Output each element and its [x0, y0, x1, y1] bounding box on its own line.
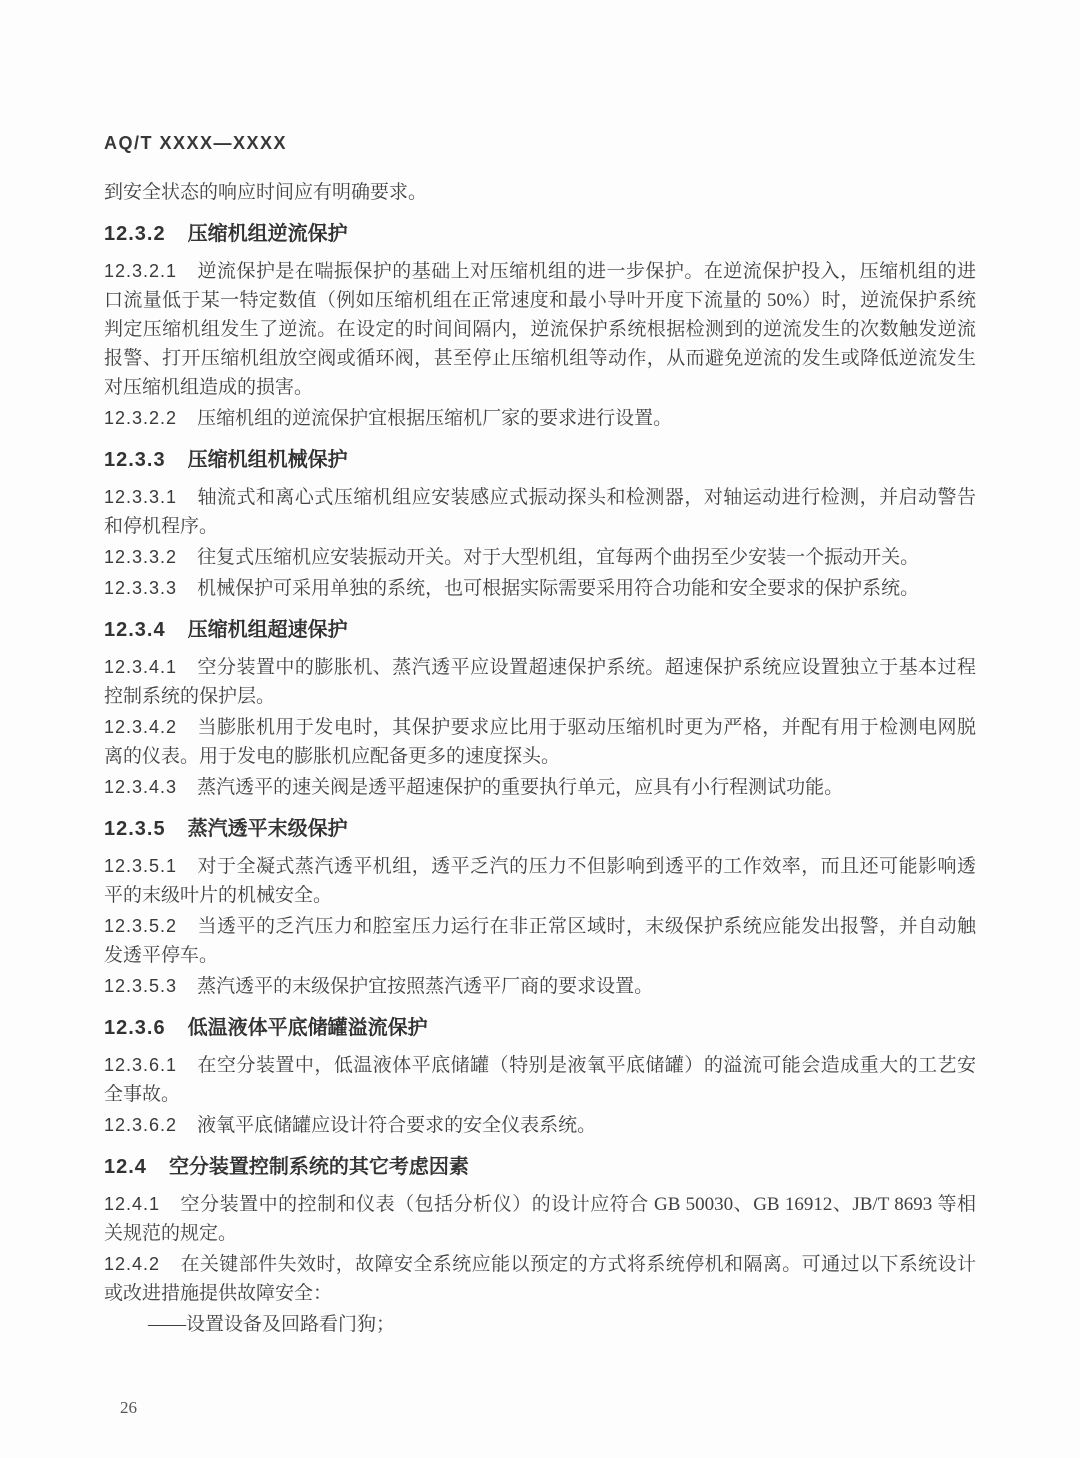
- clause-number: 12.3.2.2: [104, 408, 178, 428]
- clause-number: 12.4.1: [104, 1194, 161, 1214]
- clause-number: 12.3.4.2: [104, 717, 178, 737]
- clause-12.3.5.1: [104, 852, 976, 910]
- page-number: 26: [120, 1398, 137, 1417]
- clause-12.3.4.3: [104, 773, 976, 802]
- section-heading-12.3.6: [104, 1013, 976, 1043]
- clause-number: 12.3.5.3: [104, 976, 178, 996]
- clause-12.3.5.3: [104, 972, 976, 1001]
- section-heading-12.3.4: [104, 615, 976, 645]
- clause-12.3.4.2: [104, 713, 976, 771]
- clause-number: 12.3.5.1: [104, 856, 178, 876]
- clause-12.3.6.2: [104, 1111, 976, 1140]
- section-heading-12.3.5: [104, 814, 976, 844]
- clause-12.3.3.1: [104, 483, 976, 541]
- clause-12.4.1: [104, 1190, 976, 1248]
- clause-text: 轴流式和离心式压缩机组应安装感应式振动探头和检测器，对轴运动进行检测，并启动警告和停机程序。: [104, 487, 976, 537]
- clause-text: 液氧平底储罐应设计符合要求的安全仪表系统。: [197, 1115, 597, 1136]
- clause-number: 12.3.3.3: [104, 578, 178, 598]
- clause-text: 空分装置中的膨胀机、蒸汽透平应设置超速保护系统。超速保护系统应设置独立于基本过程控制系统的保护层。: [104, 657, 976, 707]
- clause-number: 12.3.3.2: [104, 547, 178, 567]
- clause-text: 往复式压缩机应安装振动开关。对于大型机组，宜每两个曲拐至少安装一个振动开关。: [197, 547, 920, 568]
- clause-12.3.6.1: [104, 1051, 976, 1109]
- clause-text: 到安全状态的响应时间应有明确要求。: [104, 182, 428, 203]
- heading-number: 12.3.3: [104, 449, 166, 471]
- clause-text: 对于全凝式蒸汽透平机组，透平乏汽的压力不但影响到透平的工作效率，而且还可能影响透平的末级叶片的机械安全。: [104, 856, 976, 906]
- clause-12.3.2.2: [104, 404, 976, 433]
- section-heading-12.3.3: [104, 445, 976, 475]
- heading-number: 12.3.4: [104, 619, 166, 641]
- clause-12.3.3.2: [104, 543, 976, 572]
- clause-text: 蒸汽透平的速关阀是透平超速保护的重要执行单元，应具有小行程测试功能。: [197, 777, 844, 798]
- heading-title: 蒸汽透平末级保护: [187, 818, 348, 840]
- document-body: [104, 178, 976, 1339]
- clause-text: 逆流保护是在喘振保护的基础上对压缩机组的进一步保护。在逆流保护投入，压缩机组的进口流量低于某一特定数值（例如压缩机组在正常速度和最小导叶开度下流量的 50%）时，逆流保护系统判定压缩机组发生了逆流。在设定的时间间隔内，逆流保护系统根据检测到的逆流发生的次数触发逆流报警、打开压缩机组放空阀或循环阀，甚至停止压缩机组等动作，从而避免逆流的发生或降低逆流发生对压缩机组造成的损害。: [104, 261, 976, 398]
- continuation-paragraph: [104, 178, 976, 207]
- document-header: AQ/T XXXX—XXXX: [104, 133, 288, 153]
- section-heading-12.3.2: [104, 219, 976, 249]
- heading-number: 12.3.2: [104, 223, 166, 245]
- heading-title: 压缩机组逆流保护: [187, 223, 348, 245]
- clause-number: 12.3.4.3: [104, 777, 178, 797]
- heading-title: 压缩机组机械保护: [187, 449, 348, 471]
- section-heading-12.4: [104, 1152, 976, 1182]
- clause-12.3.2.1: [104, 257, 976, 402]
- clause-text: 机械保护可采用单独的系统，也可根据实际需要采用符合功能和安全要求的保护系统。: [197, 578, 920, 599]
- clause-number: 12.4.2: [104, 1254, 161, 1274]
- heading-title: 空分装置控制系统的其它考虑因素: [168, 1156, 469, 1178]
- clause-text: 在关键部件失效时，故障安全系统应能以预定的方式将系统停机和隔离。可通过以下系统设计或改进措施提供故障安全：: [104, 1254, 976, 1304]
- clause-number: 12.3.3.1: [104, 487, 178, 507]
- dash-item-text: ——设置设备及回路看门狗；: [148, 1314, 396, 1335]
- clause-12.3.3.3: [104, 574, 976, 603]
- clause-12.4.2: [104, 1250, 976, 1308]
- clause-12.3.5.2: [104, 912, 976, 970]
- clause-text: 压缩机组的逆流保护宜根据压缩机厂家的要求进行设置。: [197, 408, 673, 429]
- clause-text: 当透平的乏汽压力和腔室压力运行在非正常区域时，末级保护系统应能发出报警，并自动触发透平停车。: [104, 916, 976, 966]
- clause-number: 12.3.6.1: [104, 1055, 178, 1075]
- heading-title: 压缩机组超速保护: [187, 619, 348, 641]
- clause-12.3.4.1: [104, 653, 976, 711]
- clause-number: 12.3.6.2: [104, 1115, 178, 1135]
- heading-number: 12.4: [104, 1156, 147, 1178]
- clause-text: 当膨胀机用于发电时，其保护要求应比用于驱动压缩机时更为严格，并配有用于检测电网脱离的仪表。用于发电的膨胀机应配备更多的速度探头。: [104, 717, 976, 767]
- clause-text: 空分装置中的控制和仪表（包括分析仪）的设计应符合 GB 50030、GB 16912、JB/T 8693 等相关规范的规定。: [104, 1194, 976, 1244]
- clause-number: 12.3.2.1: [104, 261, 178, 281]
- clause-number: 12.3.4.1: [104, 657, 178, 677]
- clause-text: 在空分装置中，低温液体平底储罐（特别是液氧平底储罐）的溢流可能会造成重大的工艺安全事故。: [104, 1055, 976, 1105]
- dash-item: [104, 1310, 976, 1339]
- clause-text: 蒸汽透平的末级保护宜按照蒸汽透平厂商的要求设置。: [197, 976, 654, 997]
- clause-number: 12.3.5.2: [104, 916, 178, 936]
- heading-number: 12.3.5: [104, 818, 166, 840]
- heading-title: 低温液体平底储罐溢流保护: [187, 1017, 428, 1039]
- heading-number: 12.3.6: [104, 1017, 166, 1039]
